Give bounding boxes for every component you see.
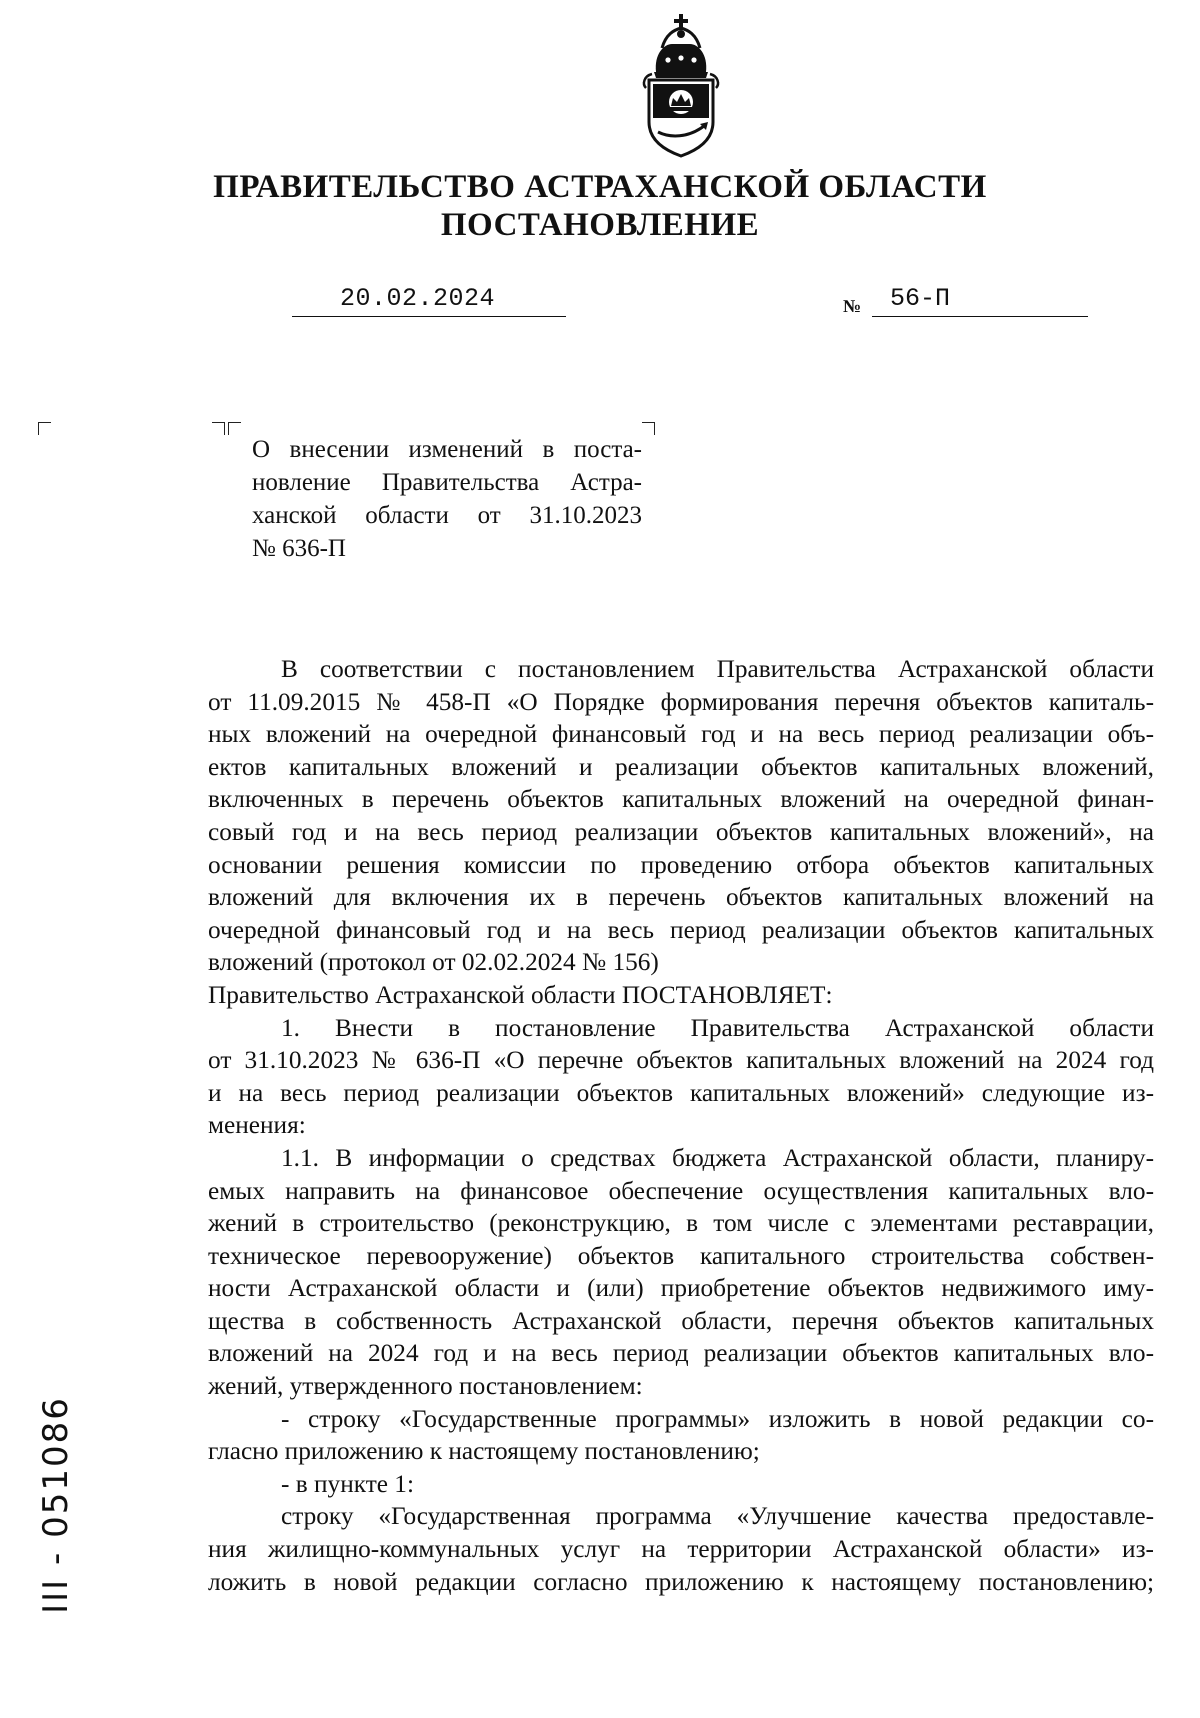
document-date: 20.02.2024 xyxy=(340,284,496,313)
body-line: гласно приложению к настоящему постановлению; xyxy=(208,1437,760,1466)
corner-mark-subject-left xyxy=(228,422,241,435)
body-line: ложить в новой редакции согласно приложению к настоящему постановлению; xyxy=(208,1567,1154,1596)
body-line: - строку «Государственные программы» изложить в новой редакции со- xyxy=(281,1404,1154,1433)
body-line: очередной финансовый год и на весь период реализации объектов капитальных xyxy=(208,915,1154,944)
body-line: менения: xyxy=(208,1111,306,1140)
body-line: Правительство Астраханской области ПОСТАНОВЛЯЕТ: xyxy=(208,980,833,1009)
document-body xyxy=(208,653,1154,1598)
body-line: В соответствии с постановлением Правительства Астраханской области xyxy=(281,655,1154,683)
body-line: вложений для включения их в перечень объектов капитальных вложений на xyxy=(208,883,1154,912)
body-line: 1. Внести в постановление Правительства Астраханской области xyxy=(281,1013,1154,1042)
body-line: жений в строительство (реконструкцию, в том числе с элементами реставрации, xyxy=(208,1209,1154,1238)
subject-line: О внесении изменений в поста- xyxy=(252,436,642,463)
body-line: вложений на 2024 год и на весь период реализации объектов капитальных вло- xyxy=(208,1339,1154,1368)
body-line: техническое перевооружение) объектов капитального строительства собствен- xyxy=(208,1241,1154,1270)
body-line: ности Астраханской области и (или) приобретение объектов недвижимого иму- xyxy=(208,1274,1154,1303)
body-line: жений, утвержденного постановлением: xyxy=(208,1372,643,1401)
body-line: основании решения комиссии по проведению отбора объектов капитальных xyxy=(208,850,1154,879)
document-type-title: ПОСТАНОВЛЕНИЕ xyxy=(440,207,760,243)
body-line: ных вложений на очередной финансовый год и на весь период реализации объ- xyxy=(208,720,1154,749)
body-line: строку «Государственная программа «Улучшение качества предоставле- xyxy=(281,1502,1154,1531)
corner-mark-subject-left-outer xyxy=(212,422,225,435)
subject-line: новление Правительства Астра- xyxy=(252,469,642,496)
corner-mark-left xyxy=(38,422,51,435)
body-line: совый год и на весь период реализации объектов капитальных вложений», на xyxy=(208,817,1154,846)
body-line: - в пункте 1: xyxy=(281,1469,414,1498)
body-line: щества в собственность Астраханской области, перечня объектов капитальных xyxy=(208,1306,1154,1335)
body-line: вложений (протокол от 02.02.2024 № 156) xyxy=(208,948,659,977)
subject-line: № 636-П xyxy=(252,535,346,562)
body-line: 1.1. В информации о средствах бюджета Астраханской области, планиру- xyxy=(281,1143,1154,1172)
coat-of-arms-icon xyxy=(640,14,722,158)
body-line: ния жилищно-коммунальных услуг на территории Астраханской области» из- xyxy=(208,1535,1154,1564)
corner-mark-subject-right xyxy=(642,422,655,435)
body-line: от 31.10.2023 № 636-П «О перечне объектов капитальных вложений на 2024 год xyxy=(208,1046,1154,1075)
document-number: 56-П xyxy=(890,284,951,313)
organization-title: ПРАВИТЕЛЬСТВО АСТРАХАНСКОЙ ОБЛАСТИ xyxy=(213,169,987,205)
serial-stamp xyxy=(26,1390,86,1620)
document-subject xyxy=(252,433,642,565)
subject-line: ханской области от 31.10.2023 xyxy=(252,502,642,529)
number-sign: № xyxy=(843,296,862,316)
serial-stamp-text: III - 051086 xyxy=(36,1396,76,1614)
body-line: и на весь период реализации объектов капитальных вложений» следующие из- xyxy=(208,1078,1154,1107)
body-line: емых направить на финансовое обеспечение осуществления капитальных вло- xyxy=(208,1176,1154,1205)
body-line: от 11.09.2015 № 458-П «О Порядке формирования перечня объектов капиталь- xyxy=(208,687,1154,716)
body-line: включенных в перечень объектов капитальных вложений на очередной финан- xyxy=(208,785,1154,814)
body-line: ектов капитальных вложений и реализации объектов капитальных вложений, xyxy=(208,752,1154,781)
